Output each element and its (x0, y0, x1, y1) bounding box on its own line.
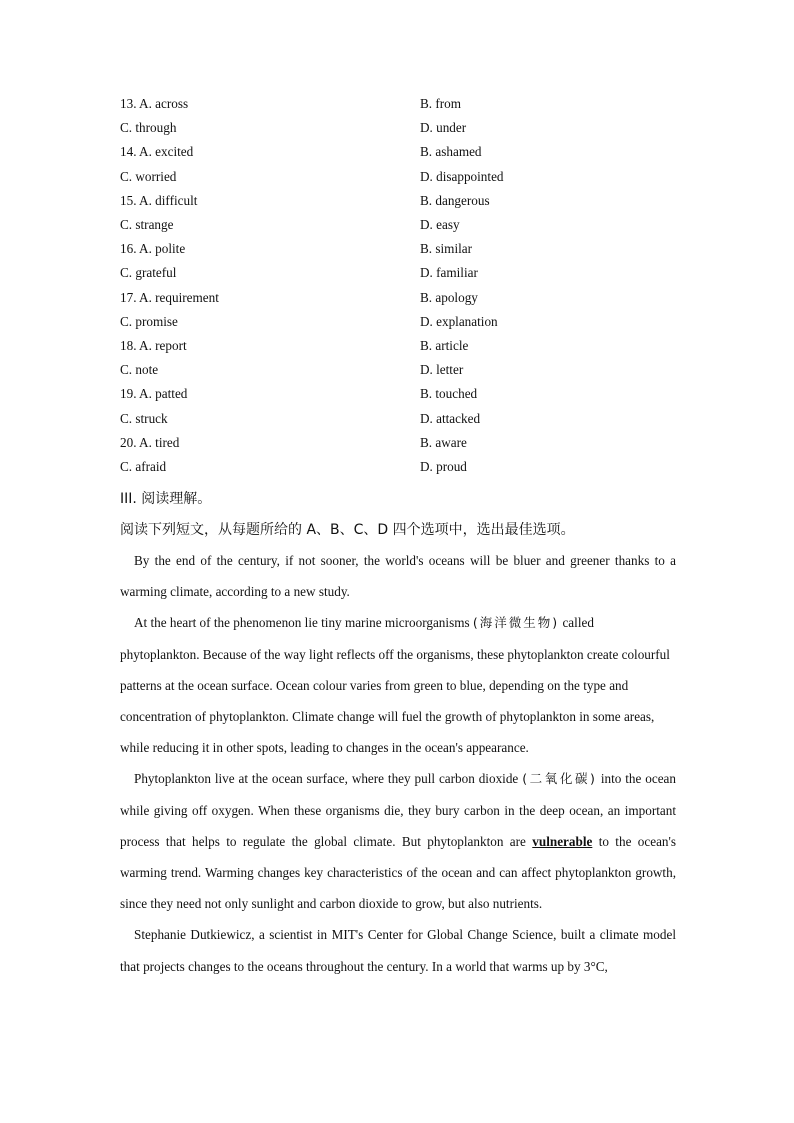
option-row (120, 382, 680, 406)
option-row (120, 189, 680, 213)
option-left: 13. A. across (120, 96, 189, 112)
p3-chinese-gloss: (二氧化碳) (522, 771, 597, 787)
passage-paragraph-1: By the end of the century, if not sooner, the world's oceans will be bluer and greener thanks to a warming climate, according to a new study. (120, 553, 676, 600)
underlined-vocab-word: vulnerable (532, 833, 593, 849)
option-right: B. aware (420, 434, 467, 450)
option-left: C. strange (120, 217, 174, 233)
option-left: C. through (120, 120, 177, 136)
option-row (120, 140, 680, 164)
option-right: D. explanation (420, 313, 498, 329)
p2-text-before: At the heart of the phenomenon lie tiny marine microorganisms (134, 615, 470, 631)
option-row (120, 310, 680, 334)
option-right: B. dangerous (420, 192, 490, 208)
option-row (120, 116, 680, 140)
option-right: D. familiar (420, 265, 478, 281)
option-right: B. similar (420, 241, 473, 257)
option-row (120, 237, 680, 261)
option-row (120, 92, 680, 116)
option-left: 19. A. patted (120, 386, 188, 402)
option-right: D. proud (420, 458, 467, 474)
option-right: B. from (420, 96, 462, 112)
option-left: C. worried (120, 168, 177, 184)
p3-text-mid: into the ocean while giving off oxygen. When these organisms die, they bury carbon in the deep ocean, an important process that helps to regulate the global climate. But phytoplankton are (120, 771, 677, 849)
option-left: 18. A. report (120, 337, 187, 353)
p3-text-after: to the ocean's warming trend. Warming changes key characteristics of the ocean and can affect phytoplankton growth, since they need not only sunlight and carbon dioxide to grow, but also nutrients. (120, 833, 677, 912)
option-left: C. grateful (120, 265, 177, 281)
option-left: C. afraid (120, 458, 167, 474)
option-left: 17. A. requirement (120, 289, 219, 305)
option-right: D. under (420, 120, 467, 136)
option-left: 14. A. excited (120, 144, 194, 160)
answer-options (120, 92, 680, 479)
option-left: C. struck (120, 410, 168, 426)
p2-text-after: called phytoplankton. Because of the way light reflects off the organisms, these phytoplankton create colourful patterns at the ocean surface. Ocean colour varies from green to blue, depending on the type and concentration of phytoplankton. Climate change will fuel the growth of phytoplankton in some areas, while reducing it in other spots, leading to changes in the ocean's appearance. (120, 615, 670, 756)
option-row (120, 261, 680, 285)
section-instruction: 阅读下列短文，从每题所给的 A、B、C、D 四个选项中，选出最佳选项。 (120, 522, 575, 538)
option-left: 15. A. difficult (120, 192, 198, 208)
option-row (120, 334, 680, 358)
option-right: D. attacked (420, 410, 481, 426)
option-row (120, 165, 680, 189)
reading-passage (120, 545, 676, 982)
option-row (120, 406, 680, 430)
option-row (120, 213, 680, 237)
option-right: B. apology (420, 289, 478, 305)
option-row (120, 431, 680, 455)
passage-paragraph-3 (120, 763, 676, 919)
option-right: D. letter (420, 362, 464, 378)
option-row (120, 358, 680, 382)
p2-chinese-gloss: (海洋微生物) (472, 615, 560, 631)
option-left: 16. A. polite (120, 241, 186, 257)
passage-paragraph-4: Stephanie Dutkiewicz, a scientist in MIT's Center for Global Change Science, built a climate model that projects changes to the oceans throughout the century. In a world that warms up by 3°C, (120, 927, 676, 974)
option-row (120, 455, 680, 479)
option-left: C. promise (120, 313, 178, 329)
option-right: B. touched (420, 386, 478, 402)
option-left: 20. A. tired (120, 434, 180, 450)
section-heading: III. 阅读理解。 (120, 491, 212, 507)
option-row (120, 286, 680, 310)
p3-text-before: Phytoplankton live at the ocean surface, where they pull carbon dioxide (134, 771, 519, 787)
option-right: D. disappointed (420, 168, 504, 184)
option-right: B. ashamed (420, 144, 482, 160)
option-right: D. easy (420, 217, 460, 233)
passage-paragraph-2 (120, 607, 676, 763)
option-right: B. article (420, 337, 469, 353)
option-left: C. note (120, 362, 159, 378)
